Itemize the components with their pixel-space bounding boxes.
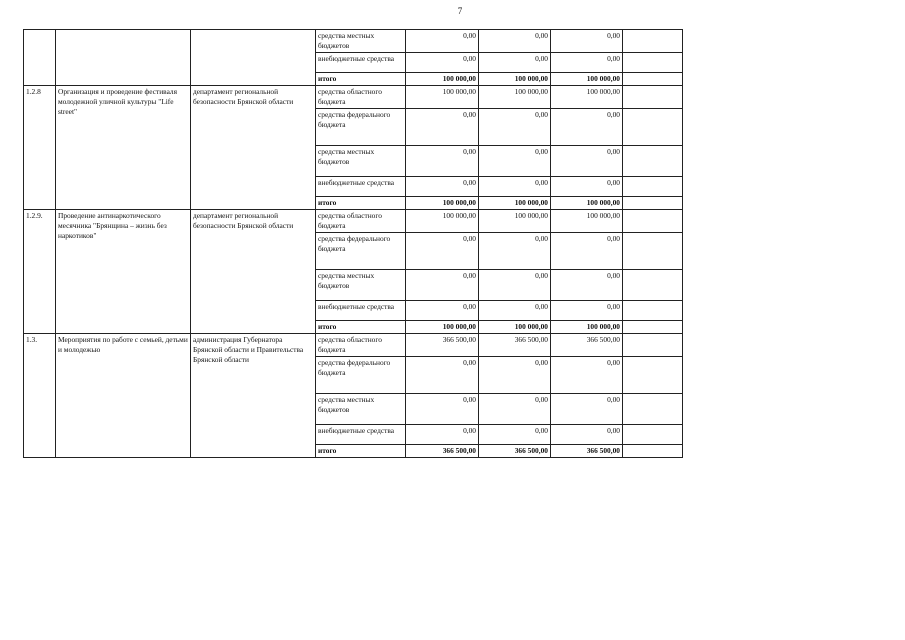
amount-year-3: 100 000,00 — [551, 196, 623, 209]
amount-year-1: 0,00 — [406, 176, 479, 196]
continued-number — [24, 30, 56, 86]
blank-cell — [623, 52, 683, 72]
table-row — [24, 30, 683, 53]
amount-year-3: 0,00 — [551, 145, 623, 176]
continued-name — [56, 30, 191, 86]
funding-source: средства местных бюджетов — [316, 269, 406, 300]
amount-year-1: 0,00 — [406, 30, 479, 53]
blank-cell — [623, 72, 683, 85]
blank-cell — [623, 85, 683, 108]
blank-cell — [623, 176, 683, 196]
amount-year-2: 0,00 — [479, 269, 551, 300]
amount-year-3: 0,00 — [551, 30, 623, 53]
funding-source: средства местных бюджетов — [316, 145, 406, 176]
funding-source: средства областного бюджета — [316, 209, 406, 232]
amount-year-2: 0,00 — [479, 145, 551, 176]
blank-cell — [623, 269, 683, 300]
blank-cell — [623, 196, 683, 209]
blank-cell — [623, 393, 683, 424]
funding-source: внебюджетные средства — [316, 300, 406, 320]
amount-year-2: 0,00 — [479, 356, 551, 393]
funding-source: средства федерального бюджета — [316, 356, 406, 393]
table-row — [24, 333, 683, 356]
amount-year-1: 100 000,00 — [406, 196, 479, 209]
blank-cell — [623, 145, 683, 176]
amount-year-2: 0,00 — [479, 108, 551, 145]
amount-year-2: 0,00 — [479, 30, 551, 53]
amount-year-2: 0,00 — [479, 232, 551, 269]
table-row — [24, 85, 683, 108]
blank-cell — [623, 108, 683, 145]
amount-year-3: 0,00 — [551, 269, 623, 300]
amount-year-2: 100 000,00 — [479, 320, 551, 333]
amount-year-2: 366 500,00 — [479, 444, 551, 457]
funding-source: итого — [316, 320, 406, 333]
amount-year-1: 0,00 — [406, 356, 479, 393]
amount-year-1: 100 000,00 — [406, 85, 479, 108]
blank-cell — [623, 356, 683, 393]
amount-year-1: 366 500,00 — [406, 444, 479, 457]
table-row — [24, 209, 683, 232]
funding-source: внебюджетные средства — [316, 52, 406, 72]
amount-year-3: 100 000,00 — [551, 72, 623, 85]
amount-year-3: 0,00 — [551, 393, 623, 424]
amount-year-1: 0,00 — [406, 269, 479, 300]
amount-year-2: 366 500,00 — [479, 333, 551, 356]
page-number: 7 — [457, 6, 463, 16]
amount-year-1: 0,00 — [406, 424, 479, 444]
blank-cell — [623, 300, 683, 320]
blank-cell — [623, 424, 683, 444]
blank-cell — [623, 333, 683, 356]
blank-cell — [623, 30, 683, 53]
amount-year-2: 0,00 — [479, 424, 551, 444]
amount-year-1: 0,00 — [406, 108, 479, 145]
amount-year-2: 100 000,00 — [479, 72, 551, 85]
item-executor: департамент региональной безопасности Брянской области — [191, 209, 316, 333]
amount-year-1: 100 000,00 — [406, 320, 479, 333]
amount-year-1: 366 500,00 — [406, 333, 479, 356]
table-body — [24, 30, 683, 458]
amount-year-2: 100 000,00 — [479, 196, 551, 209]
amount-year-3: 100 000,00 — [551, 85, 623, 108]
amount-year-3: 0,00 — [551, 52, 623, 72]
funding-source: средства местных бюджетов — [316, 393, 406, 424]
funding-source: средства федерального бюджета — [316, 232, 406, 269]
amount-year-1: 100 000,00 — [406, 209, 479, 232]
blank-cell — [623, 232, 683, 269]
funding-source: средства областного бюджета — [316, 333, 406, 356]
funding-source: итого — [316, 72, 406, 85]
item-number: 1.2.9. — [24, 209, 56, 333]
funding-source: итого — [316, 444, 406, 457]
amount-year-3: 366 500,00 — [551, 444, 623, 457]
funding-source: итого — [316, 196, 406, 209]
amount-year-2: 0,00 — [479, 393, 551, 424]
item-number: 1.2.8 — [24, 85, 56, 209]
amount-year-3: 0,00 — [551, 424, 623, 444]
funding-source: средства федерального бюджета — [316, 108, 406, 145]
blank-cell — [623, 320, 683, 333]
item-name: Организация и проведение фестиваля молодежной уличной культуры "Life street" — [56, 85, 191, 209]
amount-year-3: 0,00 — [551, 300, 623, 320]
amount-year-3: 0,00 — [551, 356, 623, 393]
amount-year-1: 0,00 — [406, 300, 479, 320]
amount-year-2: 0,00 — [479, 300, 551, 320]
amount-year-3: 0,00 — [551, 232, 623, 269]
amount-year-3: 0,00 — [551, 108, 623, 145]
amount-year-1: 0,00 — [406, 52, 479, 72]
funding-source: внебюджетные средства — [316, 424, 406, 444]
amount-year-3: 366 500,00 — [551, 333, 623, 356]
amount-year-1: 0,00 — [406, 145, 479, 176]
funding-source: средства местных бюджетов — [316, 30, 406, 53]
amount-year-2: 100 000,00 — [479, 209, 551, 232]
item-executor: департамент региональной безопасности Брянской области — [191, 85, 316, 209]
item-name: Мероприятия по работе с семьей, детьми и молодежью — [56, 333, 191, 457]
blank-cell — [623, 444, 683, 457]
amount-year-3: 100 000,00 — [551, 209, 623, 232]
amount-year-2: 0,00 — [479, 176, 551, 196]
amount-year-3: 100 000,00 — [551, 320, 623, 333]
item-name: Проведение антинаркотического месячника "Брянщина – жизнь без наркотиков" — [56, 209, 191, 333]
amount-year-2: 0,00 — [479, 52, 551, 72]
budget-table — [23, 29, 683, 458]
amount-year-3: 0,00 — [551, 176, 623, 196]
amount-year-1: 0,00 — [406, 393, 479, 424]
amount-year-2: 100 000,00 — [479, 85, 551, 108]
continued-executor — [191, 30, 316, 86]
blank-cell — [623, 209, 683, 232]
funding-source: внебюджетные средства — [316, 176, 406, 196]
amount-year-1: 100 000,00 — [406, 72, 479, 85]
funding-source: средства областного бюджета — [316, 85, 406, 108]
amount-year-1: 0,00 — [406, 232, 479, 269]
item-executor: администрация Губернатора Брянской области и Правительства Брянской области — [191, 333, 316, 457]
item-number: 1.3. — [24, 333, 56, 457]
